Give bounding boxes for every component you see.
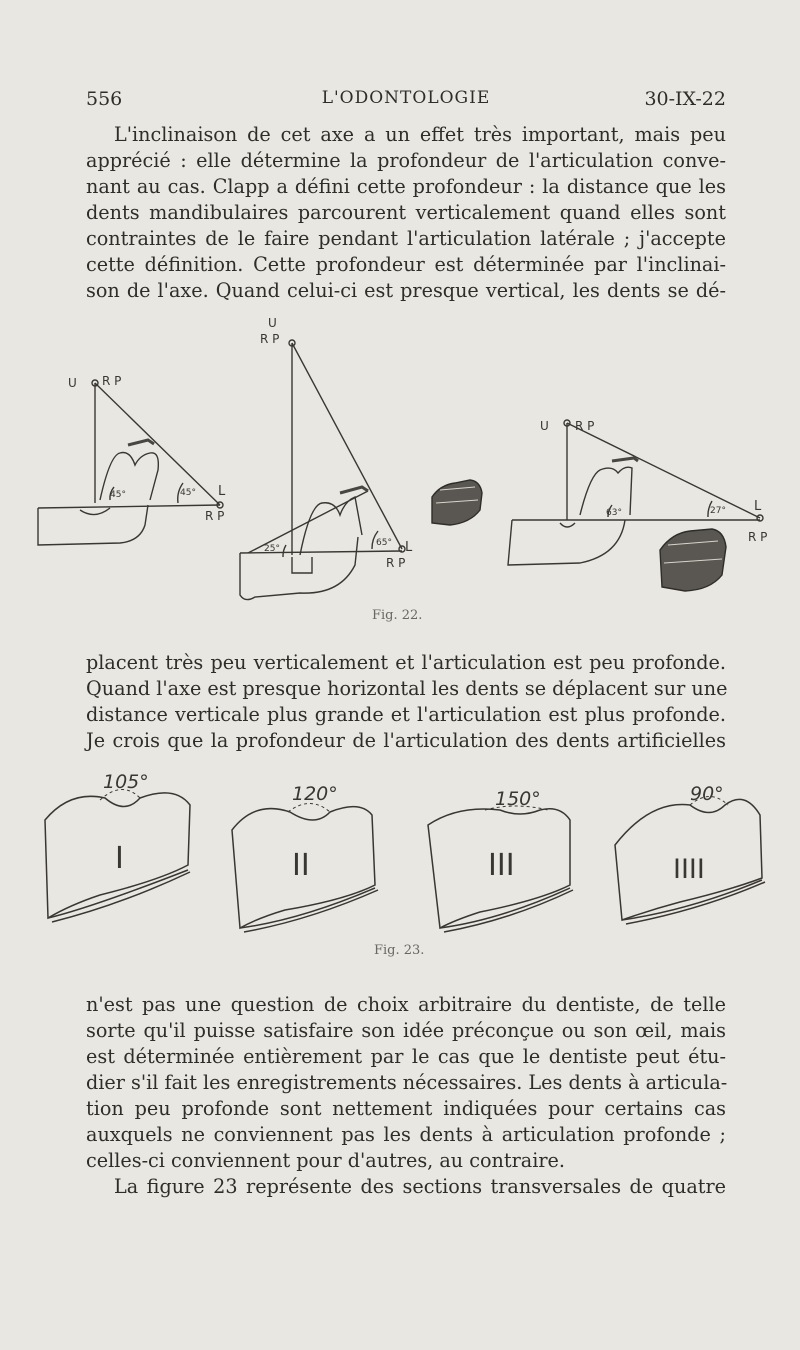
fig22-middle-angle-right: 65° xyxy=(376,538,392,548)
text-line: dier s'il fait les enregistrements nécessaires. Les dents à articula- xyxy=(86,1071,728,1094)
text-line: placent très peu verticalement et l'articulation est peu profonde. xyxy=(86,651,726,674)
text-line: son de l'axe. Quand celui-ci est presque vertical, les dents se dé- xyxy=(86,279,726,302)
fig23-numeral-3: III xyxy=(488,848,515,883)
fig23-numeral-1: I xyxy=(115,841,124,876)
fig22-left-diagram xyxy=(38,374,226,545)
fig23-angle-4: 90° xyxy=(690,783,724,805)
fig22-left-angle-right: 45° xyxy=(180,488,196,498)
fig22-right-rp-top: R P xyxy=(575,419,595,433)
fig22-middle-l: L xyxy=(405,540,413,555)
text-line: apprécié : elle détermine la profondeur de l'articulation conve- xyxy=(86,149,726,172)
fig23-tooth-3 xyxy=(428,788,573,932)
fig22-middle-diagram xyxy=(240,316,413,600)
fig23-angle-2: 120° xyxy=(292,783,338,805)
issue-date: 30-IX-22 xyxy=(644,88,726,110)
fig22-right-angle-right: 27° xyxy=(710,506,726,516)
fig22-left-rp-bottom: R P xyxy=(205,509,225,523)
text-line: Je crois que la profondeur de l'articulation des dents artificielles xyxy=(86,729,726,752)
paragraph-1 xyxy=(86,122,726,304)
text-line: La figure 23 représente des sections transversales de quatre xyxy=(114,1175,726,1198)
fig23-numeral-4: IIII xyxy=(673,854,705,885)
figure-22 xyxy=(0,305,800,625)
fig22-middle-rp-top: R P xyxy=(260,332,280,346)
text-line: est déterminée entièrement par le cas que le dentiste peut étu- xyxy=(86,1045,726,1068)
fig23-tooth-2 xyxy=(232,783,378,932)
text-line: contraintes de le faire pendant l'articulation latérale ; j'accepte xyxy=(86,227,726,250)
fig23-angle-3: 150° xyxy=(495,788,541,810)
fig22-right-angle-left: 63° xyxy=(606,508,622,518)
fig22-tooth-small xyxy=(432,480,482,525)
paragraph-3 xyxy=(86,992,726,1200)
fig23-tooth-4 xyxy=(615,783,765,924)
running-header xyxy=(86,88,726,118)
fig22-middle-angle-left: 25° xyxy=(264,544,280,554)
text-line: n'est pas une question de choix arbitraire du dentiste, de telle xyxy=(86,993,726,1016)
paragraph-2 xyxy=(86,650,726,754)
text-line: L'inclinaison de cet axe a un effet très important, mais peu xyxy=(114,123,726,146)
text-line: nant au cas. Clapp a défini cette profondeur : la distance que les xyxy=(86,175,726,198)
fig22-left-u: U xyxy=(68,376,77,390)
page-number: 556 xyxy=(86,88,123,110)
fig22-left-rp-top: R P xyxy=(102,374,122,388)
fig22-middle-u: U xyxy=(268,316,277,330)
fig22-tooth-large xyxy=(660,529,726,591)
text-line: Quand l'axe est presque horizontal les dents se déplacent sur une xyxy=(86,677,728,700)
fig23-numeral-2: II xyxy=(292,848,310,883)
text-line: tion peu profonde sont nettement indiquées pour certains cas xyxy=(86,1097,726,1120)
fig22-right-l: L xyxy=(754,499,762,514)
fig22-right-rp-bottom: R P xyxy=(748,530,768,544)
text-line: sorte qu'il puisse satisfaire son idée préconçue ou son œil, mais xyxy=(86,1019,726,1042)
journal-title: L'ODONTOLOGIE xyxy=(321,88,491,108)
fig22-middle-rp-bottom: R P xyxy=(386,556,406,570)
fig23-caption: Fig. 23. xyxy=(374,943,425,958)
fig22-left-angle-left: 45° xyxy=(110,490,126,500)
text-line: distance verticale plus grande et l'articulation est plus profonde. xyxy=(86,703,726,726)
fig23-tooth-1 xyxy=(45,771,190,922)
text-line: cette définition. Cette profondeur est déterminée par l'inclinai- xyxy=(86,253,726,276)
text-line: auxquels ne conviennent pas les dents à articulation profonde ; xyxy=(86,1123,726,1146)
fig22-left-l: L xyxy=(218,484,226,499)
text-line: celles-ci conviennent pour d'autres, au contraire. xyxy=(86,1149,566,1172)
fig23-angle-1: 105° xyxy=(103,771,149,793)
fig22-right-u: U xyxy=(540,419,549,433)
text-line: dents mandibulaires parcourent verticalement quand elles sont xyxy=(86,201,726,224)
fig22-right-diagram xyxy=(508,419,767,565)
figure-23 xyxy=(0,760,800,960)
fig22-caption: Fig. 22. xyxy=(372,608,423,623)
